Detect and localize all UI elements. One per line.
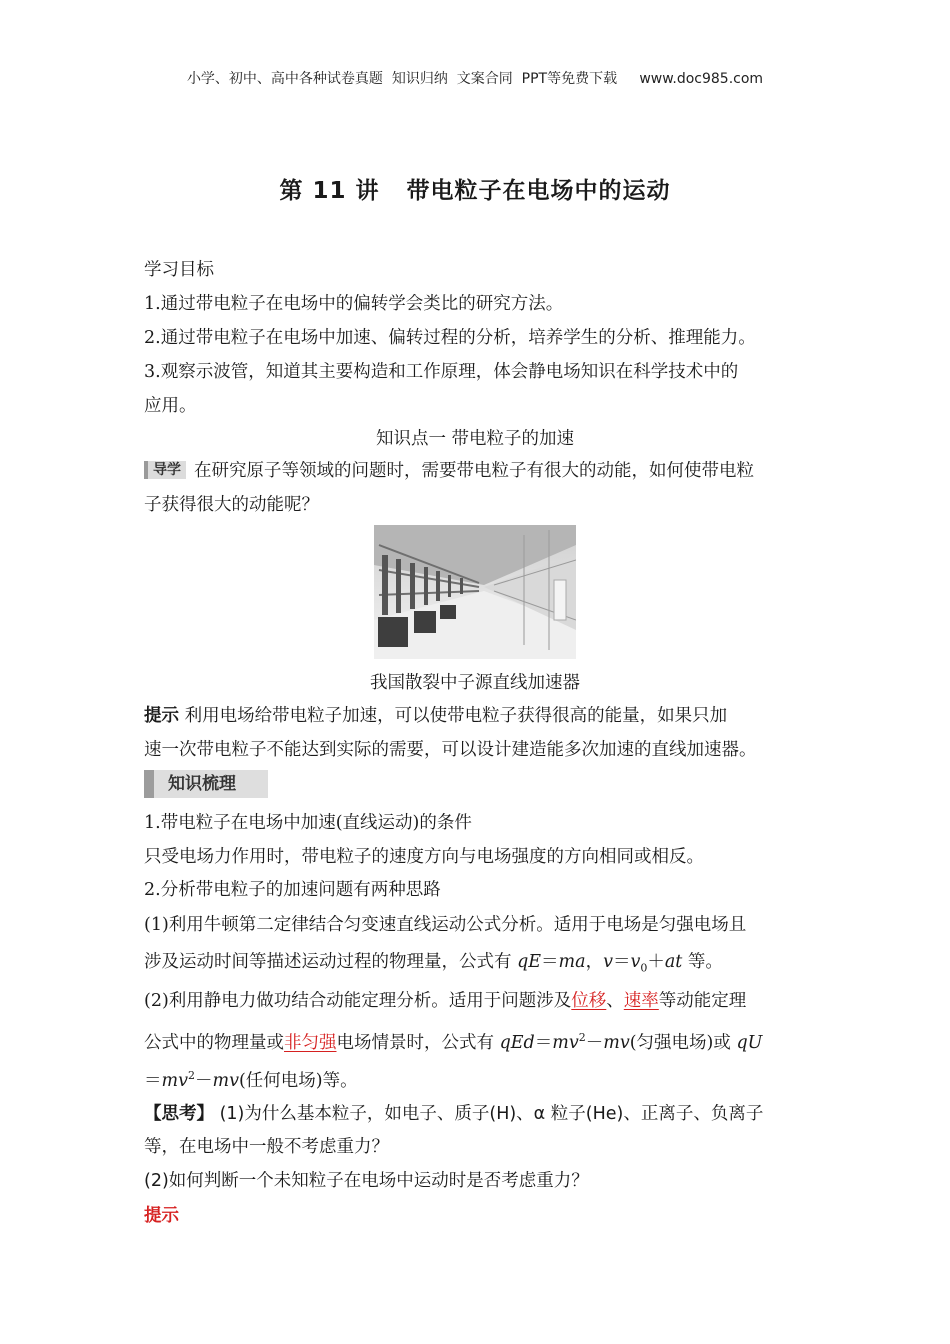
think-label: 【思考】 (144, 1104, 214, 1124)
method-2-line-3: $=mv^2-mv$(任何电场)等。 (144, 1069, 358, 1091)
method-1-line-2: 涉及运动时间等描述运动过程的物理量，公式有 qE＝ma，$v=v_0+at$ 等。 (144, 952, 723, 975)
formula-qE-ma: qE＝ma，$v=v_0+at$ (517, 952, 683, 975)
answer-blank-displacement: 位移 (571, 991, 607, 1011)
daoxue-tag: 导学 (144, 461, 186, 479)
answer-blank-speed: 速率 (623, 991, 659, 1011)
goal-item-1: 1.通过带电粒子在电场中的偏转学会类比的研究方法。 (144, 294, 564, 314)
method-2-line-1: (2)利用静电力做功结合动能定理分析。适用于问题涉及位移、速率等动能定理 (144, 991, 747, 1011)
section-2-title: 2.分析带电粒子的加速问题有两种思路 (144, 880, 441, 900)
daoxue-paragraph-line-2: 子获得很大的动能呢？ (144, 495, 319, 515)
think-question-1-line-2: 等，在电场中一般不考虑重力？ (144, 1137, 389, 1157)
hint-text-1: 利用电场给带电粒子加速，可以使带电粒子获得很高的能量，如果只加 (184, 706, 728, 726)
formula-qU: $=mv^2-mv$ (144, 1069, 239, 1091)
section-title-bar: 知识梳理 (144, 770, 268, 798)
formula-qEd: $qEd=mv^2-mv$ (499, 1031, 630, 1053)
goal-item-2: 2.通过带电粒子在电场中加速、偏转过程的分析，培养学生的分析、推理能力。 (144, 328, 756, 348)
daoxue-text: 在研究原子等领域的问题时，需要带电粒子有很大的动能，如何使带电粒 (194, 461, 754, 481)
hint-paragraph-line-1 (144, 705, 727, 727)
section-1-title: 1.带电粒子在电场中加速(直线运动)的条件 (144, 813, 472, 833)
think-question-2: (2)如何判断一个未知粒子在电场中运动时是否考虑重力？ (144, 1171, 589, 1191)
goals-heading: 学习目标 (144, 260, 214, 280)
hint-paragraph-line-2: 速一次带电粒子不能达到实际的需要，可以设计建造能多次加速的直线加速器。 (144, 740, 757, 760)
accelerator-photo-image (374, 525, 576, 659)
page-header: 小学、初中、高中各种试卷真题 知识归纳 文案合同 PPT等免费下载 www.doc985.com (186, 71, 764, 87)
method-2-line-2: 公式中的物理量或非匀强电场情景时，公式有 $qEd=mv^2-mv$(匀强电场)或 qU (144, 1031, 763, 1053)
think-question-1-line-1: 【思考】 (1)为什么基本粒子，如电子、质子(H)、α 粒子(He)、正离子、负离子 (144, 1104, 764, 1124)
accelerator-photo (374, 525, 576, 659)
goal-item-3-line-2: 应用。 (144, 396, 197, 416)
hint-label: 提示 (144, 706, 179, 726)
method-1-line-1: (1)利用牛顿第二定律结合匀变速直线运动公式分析。适用于电场是匀强电场且 (144, 915, 747, 935)
knowledge-point-heading: 知识点一 带电粒子的加速 (375, 429, 575, 449)
page-title: 第 11 讲 带电粒子在电场中的运动 (279, 178, 671, 204)
think-hint-label: 提示 (144, 1206, 179, 1226)
answer-blank-nonuniform: 非匀强 (284, 1032, 337, 1053)
photo-caption: 我国散裂中子源直线加速器 (370, 673, 580, 693)
daoxue-paragraph-line-1 (144, 460, 754, 482)
formula-qU-prefix: qU (736, 1032, 763, 1053)
goal-item-3-line-1: 3.观察示波管，知道其主要构造和工作原理，体会静电场知识在科学技术中的 (144, 362, 739, 382)
section-1-text: 只受电场力作用时，带电粒子的速度方向与电场强度的方向相同或相反。 (144, 847, 704, 867)
